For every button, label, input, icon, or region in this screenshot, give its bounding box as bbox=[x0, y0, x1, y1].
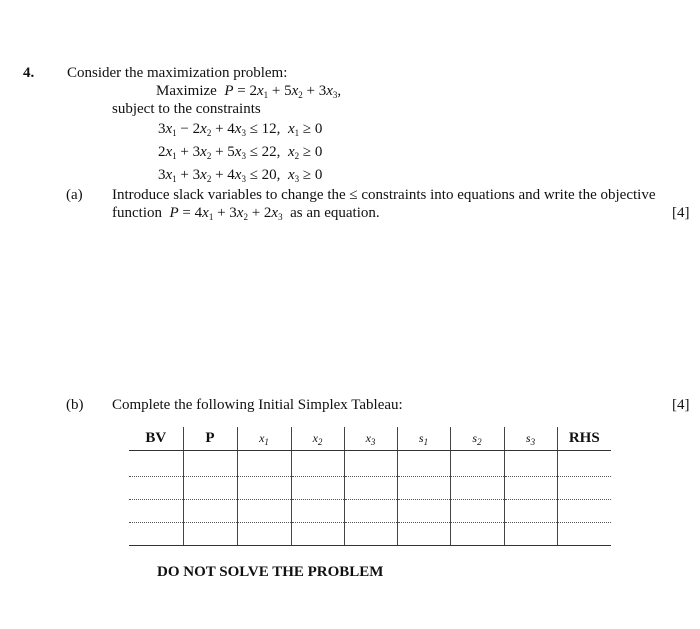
header-s1: $s_1$ bbox=[397, 427, 450, 451]
table-cell[interactable] bbox=[450, 523, 504, 546]
simplex-tableau bbox=[129, 427, 611, 546]
part-b-text: Complete the following Initial Simplex Tableau: bbox=[112, 397, 403, 413]
header-s2: $s_2$ bbox=[450, 427, 504, 451]
table-cell[interactable] bbox=[504, 451, 557, 477]
table-row bbox=[129, 451, 611, 477]
table-cell[interactable] bbox=[237, 451, 291, 477]
table-cell[interactable] bbox=[183, 500, 237, 523]
header-x2: $x_2$ bbox=[291, 427, 344, 451]
objective-equation: $P = 2x_1 + 5x_2 + 3x_3$, bbox=[224, 83, 342, 100]
part-b-label: (b) bbox=[66, 397, 84, 413]
table-cell[interactable] bbox=[557, 477, 611, 500]
table-cell[interactable] bbox=[504, 500, 557, 523]
header-x3: $x_3$ bbox=[344, 427, 397, 451]
table-cell[interactable] bbox=[291, 451, 344, 477]
header-x1: $x_1$ bbox=[237, 427, 291, 451]
table-cell[interactable] bbox=[237, 523, 291, 546]
do-not-solve-note: DO NOT SOLVE THE PROBLEM bbox=[157, 564, 384, 580]
function-equation: $P = 4x_1 + 3x_2 + 2x_3$ bbox=[169, 205, 283, 222]
part-b-marks: [4] bbox=[672, 397, 690, 413]
table-cell[interactable] bbox=[450, 477, 504, 500]
table-cell[interactable] bbox=[450, 500, 504, 523]
table-cell[interactable] bbox=[344, 523, 397, 546]
table-cell[interactable] bbox=[344, 477, 397, 500]
table-row bbox=[129, 477, 611, 500]
table-cell[interactable] bbox=[504, 477, 557, 500]
table-cell[interactable] bbox=[291, 523, 344, 546]
objective-line bbox=[156, 84, 341, 99]
table-cell[interactable] bbox=[183, 523, 237, 546]
table-cell[interactable] bbox=[129, 477, 183, 500]
table-cell[interactable] bbox=[344, 500, 397, 523]
header-rhs: RHS bbox=[557, 427, 611, 451]
table-cell[interactable] bbox=[183, 451, 237, 477]
maximize-label: Maximize bbox=[156, 83, 217, 99]
part-a-label: (a) bbox=[66, 187, 83, 203]
constraint-2: $2x_1 + 3x_2 + 5x_3 \le 22$, $x_2 \ge 0$ bbox=[158, 144, 323, 161]
table-cell[interactable] bbox=[397, 451, 450, 477]
table-row bbox=[129, 523, 611, 546]
table-cell[interactable] bbox=[450, 451, 504, 477]
header-bv: BV bbox=[129, 427, 183, 451]
question-intro: Consider the maximization problem: bbox=[67, 65, 288, 81]
table-cell[interactable] bbox=[344, 451, 397, 477]
constraint-3: $3x_1 + 3x_2 + 4x_3 \le 20$, $x_3 \ge 0$ bbox=[158, 167, 323, 184]
table-cell[interactable] bbox=[237, 477, 291, 500]
subject-to: subject to the constraints bbox=[112, 101, 261, 117]
table-cell[interactable] bbox=[291, 477, 344, 500]
table-cell[interactable] bbox=[183, 477, 237, 500]
table-cell[interactable] bbox=[557, 523, 611, 546]
table-cell[interactable] bbox=[129, 523, 183, 546]
part-a-line-2: function $P = 4x_1 + 3x_2 + 2x_3$ as an equation. bbox=[112, 205, 380, 222]
header-s3: $s_3$ bbox=[504, 427, 557, 451]
table-cell[interactable] bbox=[237, 500, 291, 523]
table-cell[interactable] bbox=[397, 477, 450, 500]
part-a-line-1: Introduce slack variables to change the ≤ constraints into equations and write the objective bbox=[112, 187, 656, 203]
table-cell[interactable] bbox=[129, 451, 183, 477]
constraint-1: $3x_1 - 2x_2 + 4x_3 \le 12$, $x_1 \ge 0$ bbox=[158, 121, 323, 138]
table-cell[interactable] bbox=[397, 523, 450, 546]
table-cell[interactable] bbox=[504, 523, 557, 546]
table-cell[interactable] bbox=[557, 451, 611, 477]
table-cell[interactable] bbox=[397, 500, 450, 523]
part-a-marks: [4] bbox=[672, 205, 690, 221]
table-cell[interactable] bbox=[291, 500, 344, 523]
table-row bbox=[129, 500, 611, 523]
header-p: P bbox=[183, 427, 237, 451]
table-cell[interactable] bbox=[557, 500, 611, 523]
table-cell[interactable] bbox=[129, 500, 183, 523]
question-number: 4. bbox=[23, 65, 35, 81]
